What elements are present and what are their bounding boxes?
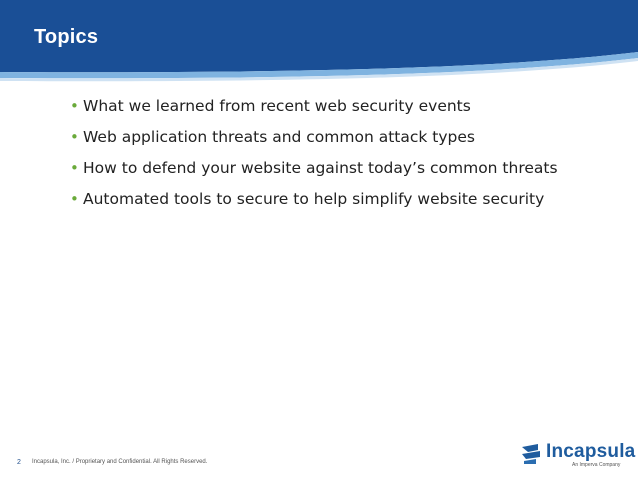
bullet-item (70, 189, 570, 210)
bullet-dot: • (70, 97, 79, 115)
incapsula-logo (520, 441, 636, 471)
bullet-list (70, 96, 570, 220)
bullet-item (70, 96, 570, 117)
bullet-item (70, 127, 570, 148)
bullet-text: How to defend your website against today’s common threats (83, 159, 558, 177)
bullet-dot: • (70, 128, 79, 146)
slide-header-banner (0, 0, 638, 88)
logo-wordmark: Incapsula (546, 441, 636, 462)
bullet-text: Web application threats and common attack types (83, 128, 475, 146)
bullet-text: What we learned from recent web security events (83, 97, 471, 115)
logo-tagline: An Imperva Company (572, 462, 621, 468)
bullet-dot: • (70, 190, 79, 208)
page-number: 2 (17, 459, 21, 466)
bullet-item (70, 158, 570, 179)
slide-title: Topics (34, 26, 99, 48)
footer-copyright: Incapsula, Inc. / Proprietary and Confidential. All Rights Reserved. (32, 459, 208, 465)
incapsula-logo-mark-icon (520, 443, 542, 465)
bullet-text: Automated tools to secure to help simplify website security (83, 190, 545, 208)
bullet-dot: • (70, 159, 79, 177)
